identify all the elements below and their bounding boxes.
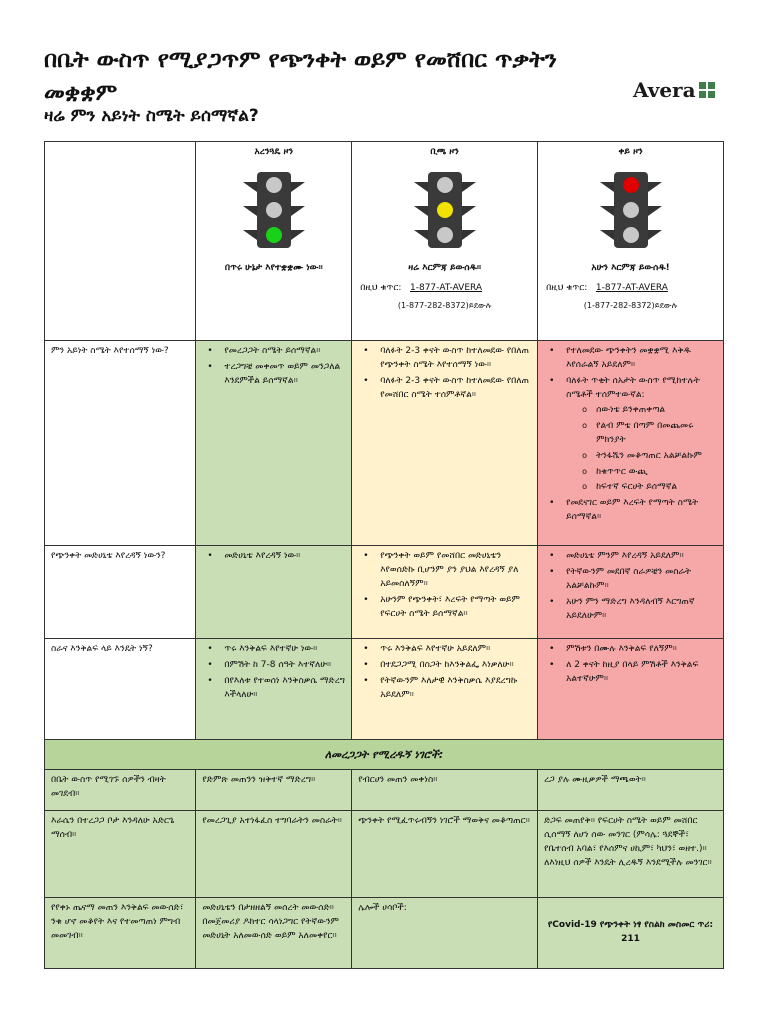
yellow-zone-message: ዛሬ እርምጃ ይውሰዱ። <box>408 262 482 273</box>
page-subtitle: ዛሬ ምን አይነት ስሜት ይሰማኛል? <box>44 106 259 126</box>
covid-hotline-cell: የCovid-19 የጭንቀት ነፃ የስልክ መስመር ጥሪ: 211 <box>538 898 724 969</box>
list-item: • የትኛውንም መደበኛ ስራዎቼን መስራት አልቻልኩም። <box>566 566 717 594</box>
sub-list-item: o ሰውነቴ ይንቀጠቀጣል <box>596 404 717 418</box>
zone-header-row <box>45 142 724 341</box>
yellow-phone-numeric: (1-877-282-8372)ይደውሉ <box>397 300 492 310</box>
yellow-cell <box>352 341 538 546</box>
support-band-title: ለመረጋጋት የሚረዱኝ ነገሮች: <box>45 740 724 770</box>
list-item: • መድሀኒቴ እየረዳኝ ነው። <box>224 550 345 564</box>
sub-list-item: o ትንፋሼን መቆጣጠር አልቻልኩም <box>596 450 717 464</box>
sub-list-item: o ከቁጥጥር ውጪ <box>596 466 717 480</box>
list-item: • ጥሩ እንቅልፍ እየተኛሁ አይደለም። <box>380 643 531 657</box>
list-item: • ባለፉት 2-3 ቀናት ውስጥ ከተለመደው የበለጠ የጭንቀት ስሜት እየተሰማኝ ነው። <box>380 345 531 373</box>
red-cell <box>538 546 724 639</box>
support-row <box>45 898 724 969</box>
list-item: • የትኛውንም እለታዊ እንቅስቃሴ እያደረግኩ አይደለም። <box>380 675 531 703</box>
list-item: • በተደጋጋሚ በስጋት ከእንቅልፌ እነቃለሁ። <box>380 659 531 673</box>
list-item: • አሁንም የጭንቀት፣ እረፍት የማጣት ወይም የፍርሀት ስሜት ይሰማኛል። <box>380 594 531 622</box>
row-question: ስራና እንቅልፍ ላይ እንዴት ነኝ? <box>45 639 196 740</box>
support-cell: እራሴን በተረጋጋ ቦታ እንዳለሁ አድርጌ ማሰብ። <box>45 811 196 898</box>
yellow-cell <box>352 639 538 740</box>
avera-logo <box>633 78 715 102</box>
green-cell <box>196 341 352 546</box>
red-phone-label: በዚህ ቁጥር: <box>546 282 588 293</box>
red-phone-link[interactable]: 1-877-AT-AVERA <box>595 282 668 293</box>
traffic-light-yellow-icon <box>412 172 478 248</box>
support-band-row <box>45 740 724 770</box>
page-title: በቤት ውስጥ የሚያጋጥም የጭንቀት ወይም የመሸበር ጥቃትን መቋቋም <box>44 47 557 107</box>
table-row <box>45 639 724 740</box>
other-ideas-cell: ሌሎች ሀሳቦች: <box>352 898 538 969</box>
list-item: • የተለመደው ጭንቀትን መቋቋሚ እቅዱ እየሰራልኝ አይደለም። <box>566 345 717 373</box>
list-item: • ምሽቱን በሙሉ እንቅልፍ የለኝም። <box>566 643 717 657</box>
red-cell <box>538 341 724 546</box>
blank-cell <box>45 142 196 341</box>
support-row <box>45 770 724 811</box>
sub-list-item: o የልብ ምቴ በጣም በመጨመሩ ምክንያት <box>596 420 717 448</box>
avera-cross-icon <box>699 82 715 98</box>
red-zone-header <box>538 142 724 341</box>
yellow-phone-link[interactable]: 1-877-AT-AVERA <box>410 282 483 293</box>
red-cell <box>538 639 724 740</box>
traffic-light-red-icon <box>598 172 664 248</box>
logo-text: Avera <box>633 78 696 102</box>
support-cell: ድጋፍ መጠየቅ። የፍርሀት ስሜት ወይም መሸበር ሲሰማኝ ለሆነ ሰው መንገር (ምሳሌ: ጓደኞች፣ የቤተሰብ አባል፣ የእሰምና ሀኪም፣ ካህን፣ ወዘተ.)። ለእነዚህ ሰዎች እንዴት ሊረዱኝ እንደሚችሉ መንገር። <box>538 811 724 898</box>
zone-table <box>44 141 724 969</box>
row-question: የጭንቀት መድሀኒቴ እየረዳኝ ነውን? <box>45 546 196 639</box>
red-phone-numeric: (1-877-282-8372)ይደውሉ <box>583 300 678 310</box>
green-zone-name: አረንጓዴ ዞን <box>254 147 294 157</box>
green-zone-message: በጥሩ ሁኔታ እየተቋቋሙ ነው። <box>224 262 323 273</box>
list-item: • በየእለቱ የተወሰነ እንቅስቃሴ ማድረግ እችላለሁ። <box>224 675 345 703</box>
list-item: • የመደናገር ወይም እረፍት የማጣት ስሜት ይሰማኛል። <box>566 497 717 525</box>
red-zone-message: አሁን እርምጃ ይውሰዱ! <box>591 262 670 273</box>
red-phone-line <box>544 282 717 296</box>
row-question: ምን አይነት ስሜት እየተሰማኝ ነው? <box>45 341 196 546</box>
red-zone-name: ቀይ ዞን <box>618 147 643 157</box>
yellow-phone-line <box>358 282 531 296</box>
yellow-zone-header <box>352 142 538 341</box>
list-item: • መድሀኒቴ ምንም እየረዳኝ አይደለም። <box>566 550 717 564</box>
list-item: • የመረጋጋት ስሜት ይሰማኛል። <box>224 345 345 359</box>
list-item: • ለ 2 ቀናት ከዚያ በላይ ምሽቶች እንቅልፍ አልተኛሁም። <box>566 659 717 687</box>
support-cell: ጭንቀት የሚፈጥሩብኝን ነገሮች ማወቅና መቆጣጠር። <box>352 811 538 898</box>
list-item-text: ባለፉት ጥቂት ሰአታት ውስጥ የሚከተሉት ስሜቶች ተሰምተውኛል: <box>566 375 700 400</box>
list-item: • የጭንቀት ወይም የመሸበር መድሀኒቴን እየወሰድኩ ቢሆንም ያን ያህል እየረዳኝ ያለ አይመስለኝም። <box>380 550 531 592</box>
support-cell: ረጋ ያሉ ሙዚቃዎች ማጫወት። <box>538 770 724 811</box>
list-item: • ጥሩ እንቅልፍ እየተኛሁ ነው። <box>224 643 345 657</box>
support-cell: መድሀኒቴን በታዘዘልኝ መሰረት መውሰድ። በመጀመሪያ ዶክተር ሳላነጋግር የትኛውንም መድሀኒት አለመውሰድ ወይም አለመቀየር። <box>196 898 352 969</box>
table-row <box>45 341 724 546</box>
yellow-phone-label: በዚህ ቁጥር: <box>360 282 402 293</box>
support-cell: የየቀኑ ጤናማ መጠን እንቅልፍ መውሰድ፣ ንቁ ሆኖ መቆየት እና የተመጣጠነ ምግብ መመገብ። <box>45 898 196 969</box>
yellow-zone-name: ቢጫ ዞን <box>430 147 459 157</box>
support-cell: የብርሀን መጠን መቀነስ። <box>352 770 538 811</box>
support-row <box>45 811 724 898</box>
list-item <box>566 375 717 496</box>
green-cell <box>196 546 352 639</box>
table-row <box>45 546 724 639</box>
green-zone-header <box>196 142 352 341</box>
support-cell: የድምጽ መጠንን ዝቅተኛ ማድረግ። <box>196 770 352 811</box>
yellow-cell <box>352 546 538 639</box>
list-item: • አሁን ምን ማድረግ እንዳለብኝ እርግጠኛ አይደለሁም። <box>566 596 717 624</box>
sub-list-item: o ከፍተኛ ፍርሀት ይሰማኛል <box>596 481 717 495</box>
list-item: • ተረጋግቼ መቀመጥ ወይም መንጋለል እንደምችል ይሰማኛል። <box>224 361 345 389</box>
list-item: • ባለፉት 2-3 ቀናት ውስጥ ከተለመደው የበለጠ የመሸበር ስሜት ተሰምቶኛል። <box>380 375 531 403</box>
list-item: • በምሽት ከ 7-8 ሰዓት እተኛለሁ። <box>224 659 345 673</box>
support-cell: የመረጋጊያ አተነፋፈስ ተግባራትን መስራት። <box>196 811 352 898</box>
green-cell <box>196 639 352 740</box>
support-cell: በቤት ውስጥ የሚገኙ ሰዎችን ብዛት መገደብ። <box>45 770 196 811</box>
traffic-light-green-icon <box>241 172 307 248</box>
